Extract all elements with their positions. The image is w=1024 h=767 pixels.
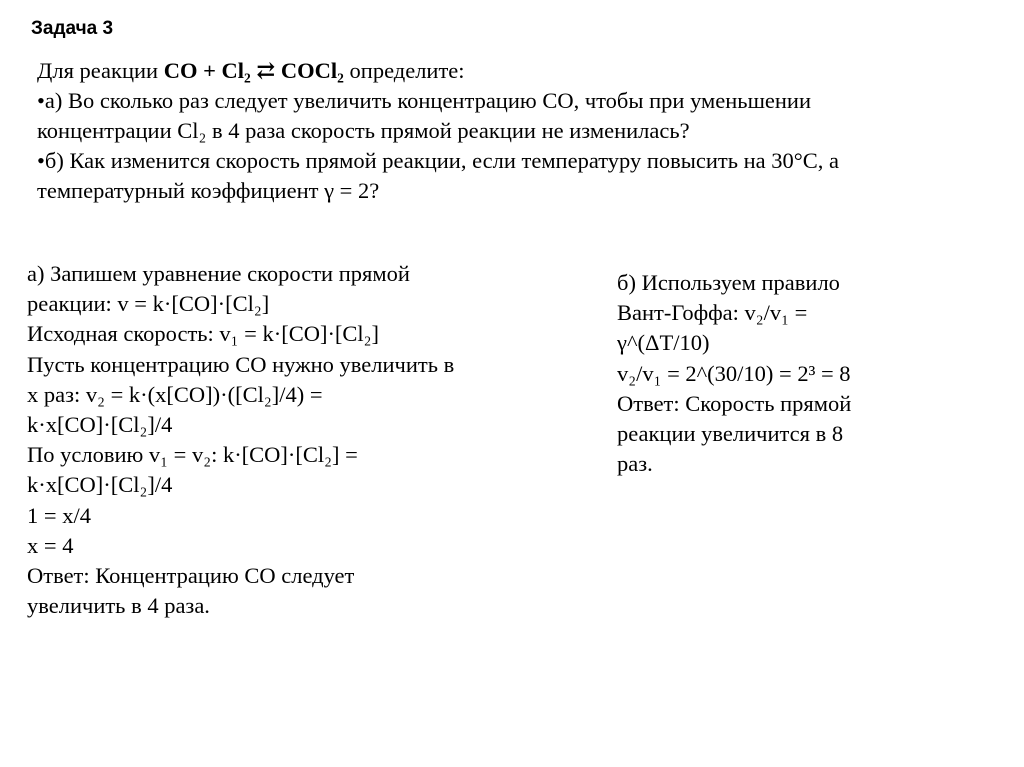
solution-a-line: x = 4 — [27, 532, 74, 558]
question-a-line: •а) Во сколько раз следует увеличить концентрацию CO, чтобы при уменьшении — [37, 88, 811, 113]
solution-a-line: Исходная скорость: v₁ = k·[CO]·[Cl₂] — [27, 321, 380, 347]
task-intro-line — [37, 56, 997, 86]
solution-a-line: Пусть концентрацию CO нужно увеличить в — [27, 351, 455, 377]
question-a-line: концентрации Cl₂ в 4 раза скорость прямой реакции не изменилась? — [37, 118, 690, 143]
solution-b-line: v₂/v₁ = 2^(30/10) = 2³ = 8 — [617, 360, 851, 386]
solution-a-answer-line: Ответ: Концентрацию CO следует — [27, 563, 355, 589]
solution-a-line: реакции: v = k·[CO]·[Cl₂] — [27, 291, 270, 317]
solution-a-line: k·x[CO]·[Cl₂]/4 — [27, 412, 173, 438]
solution-a — [27, 259, 454, 621]
reaction-equation: CO + Cl₂ ⇄ COCl₂ — [163, 58, 344, 83]
solution-a-line: k·x[CO]·[Cl₂]/4 — [27, 472, 173, 498]
question-b-line: температурный коэффициент γ = 2? — [37, 178, 380, 203]
solution-a-line: а) Запишем уравнение скорости прямой — [27, 261, 410, 286]
solution-b-line: γ^(ΔT/10) — [617, 330, 710, 356]
task-intro-prefix: Для реакции — [37, 58, 164, 83]
solution-a-line: По условию v₁ = v₂: k·[CO]·[Cl₂] = — [27, 442, 358, 468]
solution-b-answer-line: раз. — [617, 451, 653, 477]
task-intro-suffix: определите: — [343, 58, 465, 83]
solution-b-answer-line: Ответ: Скорость прямой — [617, 390, 852, 416]
solution-b — [617, 268, 851, 479]
task-statement — [37, 56, 997, 206]
solution-a-answer-line: увеличить в 4 раза. — [27, 593, 210, 619]
question-b-line: •б) Как изменится скорость прямой реакции, если температуру повысить на 30°C, а — [37, 148, 840, 173]
solution-a-line: 1 = x/4 — [27, 502, 91, 528]
solution-b-line: б) Используем правило — [617, 270, 840, 295]
solution-a-line: x раз: v₂ = k·(x[CO])·([Cl₂]/4) = — [27, 381, 323, 407]
solution-b-answer-line: реакции увеличится в 8 — [617, 421, 844, 447]
slide-title: Задача 3 — [31, 18, 114, 39]
solution-b-line: Вант-Гоффа: v₂/v₁ = — [617, 300, 808, 326]
